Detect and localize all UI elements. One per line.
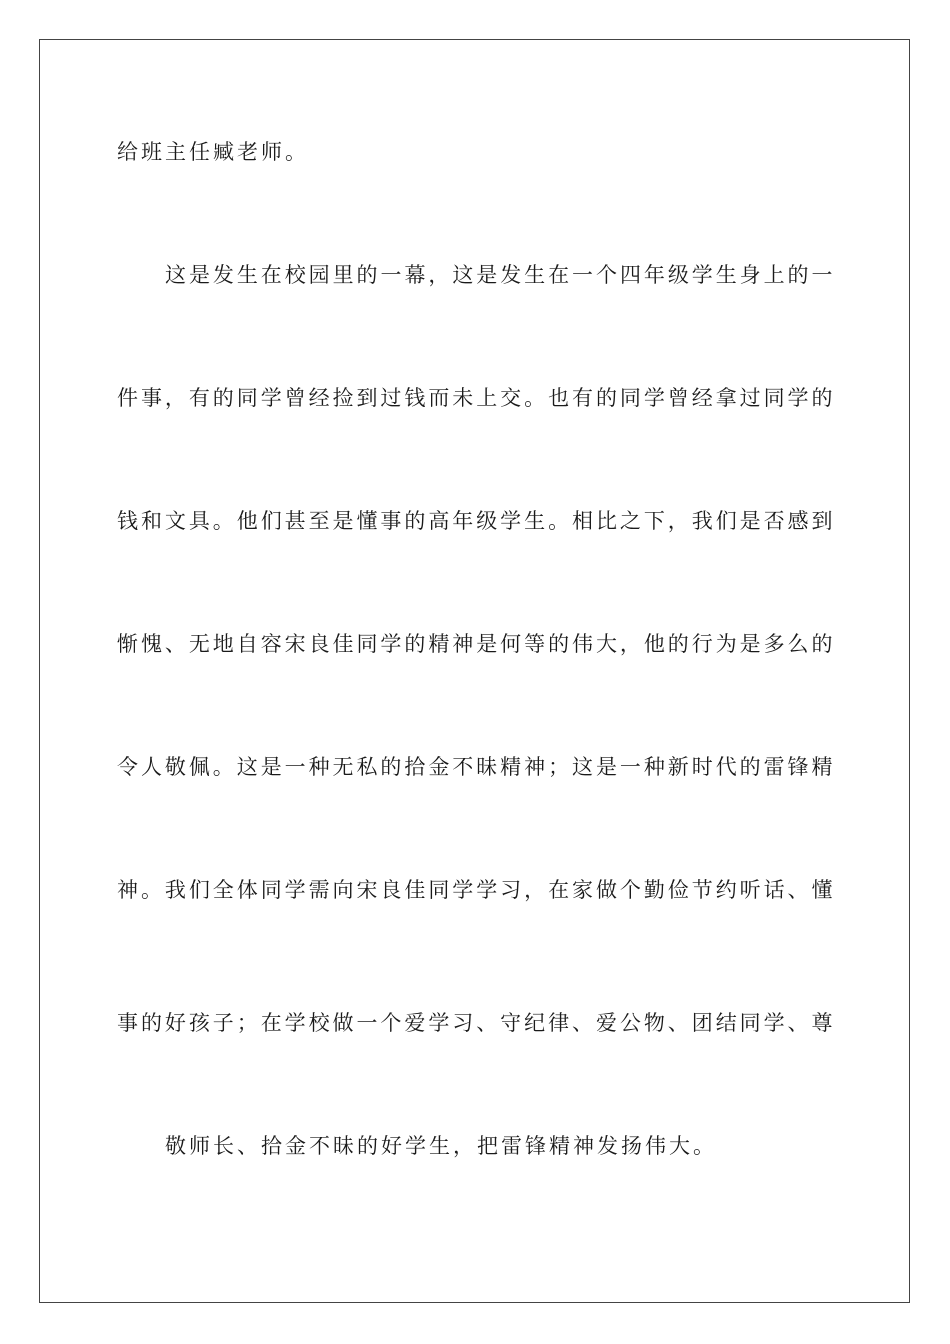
- paragraph-line-4: 钱和文具。他们甚至是懂事的高年级学生。相比之下，我们是否感到: [117, 509, 833, 533]
- paragraph-line-6: 令人敬佩。这是一种无私的拾金不昧精神；这是一种新时代的雷锋精: [117, 755, 833, 779]
- paragraph-line-3: 件事，有的同学曾经捡到过钱而未上交。也有的同学曾经拿过同学的: [117, 386, 833, 410]
- paragraph-line-1: 给班主任臧老师。: [117, 140, 309, 164]
- paragraph-line-8: 事的好孩子；在学校做一个爱学习、守纪律、爱公物、团结同学、尊: [117, 1011, 833, 1035]
- page-border: [39, 39, 910, 1303]
- paragraph-line-7: 神。我们全体同学需向宋良佳同学学习，在家做个勤俭节约听话、懂: [117, 878, 833, 902]
- paragraph-line-9: 敬师长、拾金不昧的好学生，把雷锋精神发扬伟大。: [165, 1134, 717, 1158]
- paragraph-line-2: 这是发生在校园里的一幕，这是发生在一个四年级学生身上的一: [165, 263, 833, 287]
- paragraph-line-5: 惭愧、无地自容宋良佳同学的精神是何等的伟大，他的行为是多么的: [117, 632, 833, 656]
